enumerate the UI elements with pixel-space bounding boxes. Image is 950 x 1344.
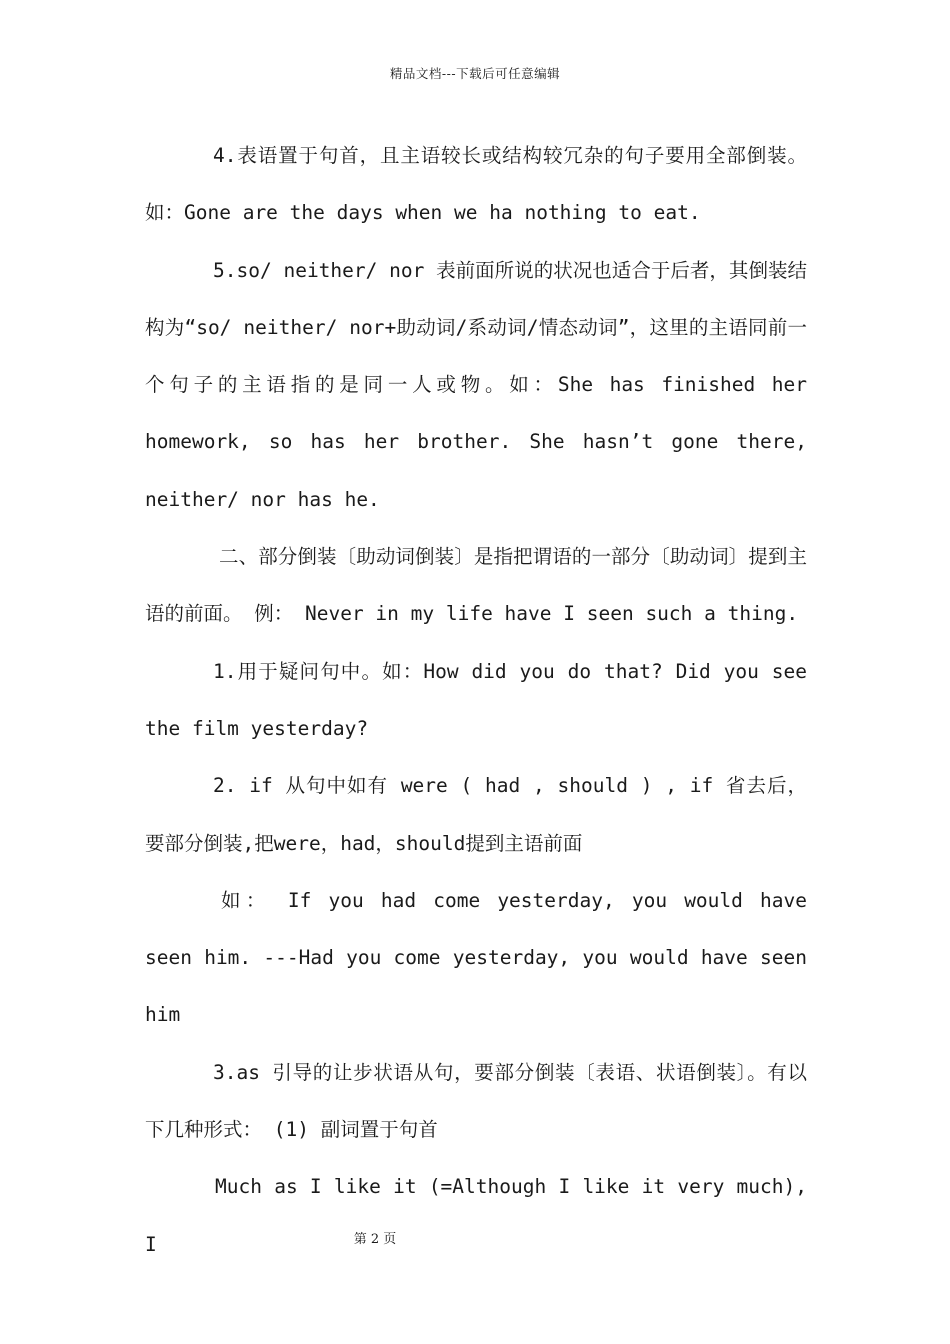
paragraph-so-neither-nor: 5.so/ neither/ nor 表前面所说的状况也适合于后者，其倒装结构为“so/ neither/ nor+助动词/系动词/情态动词”，这里的主语同前一个句子的主语指的是同一人或物。如：She has finished her homework, so has her brother. She hasn’t gone there, neither/ nor has he. bbox=[145, 258, 807, 511]
page-header: 精品文档---下载后可任意编辑 bbox=[389, 66, 561, 81]
paragraph-questions: 1.用于疑问句中。如：How did you do that? Did you see the film yesterday? bbox=[145, 659, 807, 740]
paragraph-if-example: 如： If you had come yesterday, you would have seen him. ---Had you come yesterday, you would have seen him bbox=[145, 888, 807, 1027]
page-number: 第 2 页 bbox=[353, 1232, 397, 1247]
paragraph-much-as-example: Much as I like it (=Although I like it very much), I bbox=[145, 1175, 807, 1256]
paragraph-if-clause: 2. if 从句中如有 were ( had , should ) , if 省去后，要部分倒装,把were，had，should提到主语前面 bbox=[145, 774, 807, 855]
paragraph-full-inversion-predicative: 4.表语置于句首，且主语较长或结构较冗杂的句子要用全部倒装。如：Gone are the days when we ha nothing to eat. bbox=[145, 144, 807, 225]
paragraph-partial-inversion-heading: 二、部分倒装〔助动词倒装〕是指把谓语的一部分〔助动词〕提到主语的前面。 例： Never in my life have I seen such a thing. bbox=[145, 545, 807, 626]
paragraph-as-concession: 3.as 引导的让步状语从句，要部分倒装〔表语、状语倒装〕。有以下几种形式： (1) 副词置于句首 bbox=[145, 1060, 807, 1142]
document-body bbox=[145, 127, 807, 1273]
